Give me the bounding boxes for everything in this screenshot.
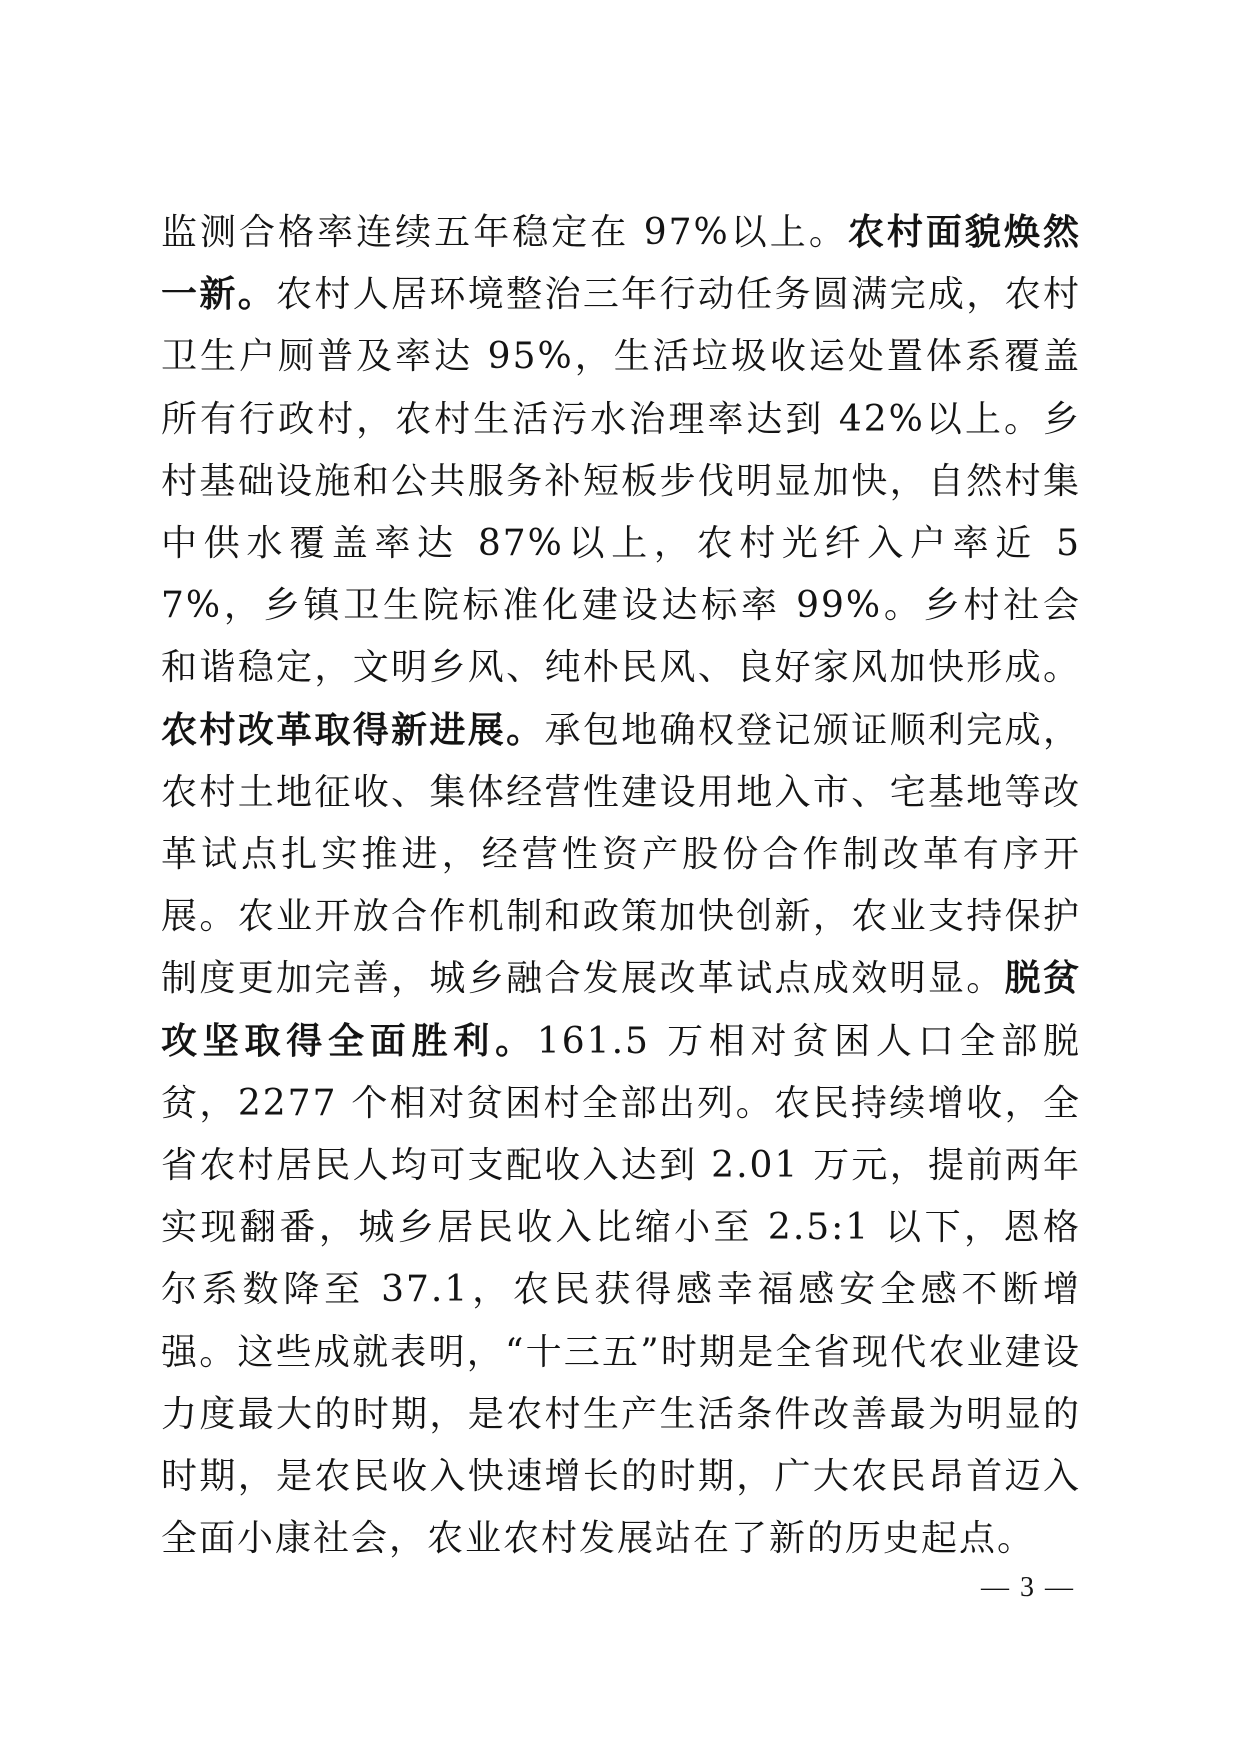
paragraph-text: 监测合格率连续五年稳定在 97%以上。 xyxy=(161,212,848,253)
bold-heading-rural-appearance: 农村面貌焕然一新。 xyxy=(161,212,1081,316)
paragraph-text: 承包地确权登记颁证顺利完成，农村土地征收、集体经营性建设用地入市、宅基地等改革试点扎实推进，经营性资产股份合作制改革有序开展。农业开放合作机制和政策加快创新，农业支持保护制度更加完善，城乡融合发展改革试点成效明显。 xyxy=(161,709,1081,1000)
bold-heading-rural-reform: 农村改革取得新进展。 xyxy=(161,709,545,751)
bold-heading-poverty-alleviation: 脱贫攻坚取得全面胜利。 xyxy=(161,958,1081,1062)
page-number: — 3 — xyxy=(981,1572,1075,1603)
paragraph-text: 农村人居环境整治三年行动任务圆满完成，农村卫生户厕普及率达 95%，生活垃圾收运处置体系覆盖所有行政村，农村生活污水治理率达到 42%以上。乡村基础设施和公共服务补短板步伐明显加快，自然村集中供水覆盖率达 87%以上，农村光纤入户率近 57%，乡镇卫生院标准化建设达标率 99%。乡村社会和谐稳定，文明乡风、纯朴民风、良好家风加快形成。 xyxy=(161,274,1081,689)
paragraph-text: 161.5 万相对贫困人口全部脱贫，2277 个相对贫困村全部出列。农民持续增收，全省农村居民人均可支配收入达到 2.01 万元，提前两年实现翻番，城乡居民收入比缩小至 2.5:1 以下，恩格尔系数降至 37.1，农民获得感幸福感安全感不断增强。这些成就表明，“十三五”时期是全省现代农业建设力度最大的时期，是农村生产生活条件改善最为明显的时期，是农民收入快速增长的时期，广大农民昂首迈入全面小康社会，农业农村发展站在了新的历史起点。 xyxy=(161,1020,1081,1560)
body-paragraph xyxy=(161,202,1081,1570)
